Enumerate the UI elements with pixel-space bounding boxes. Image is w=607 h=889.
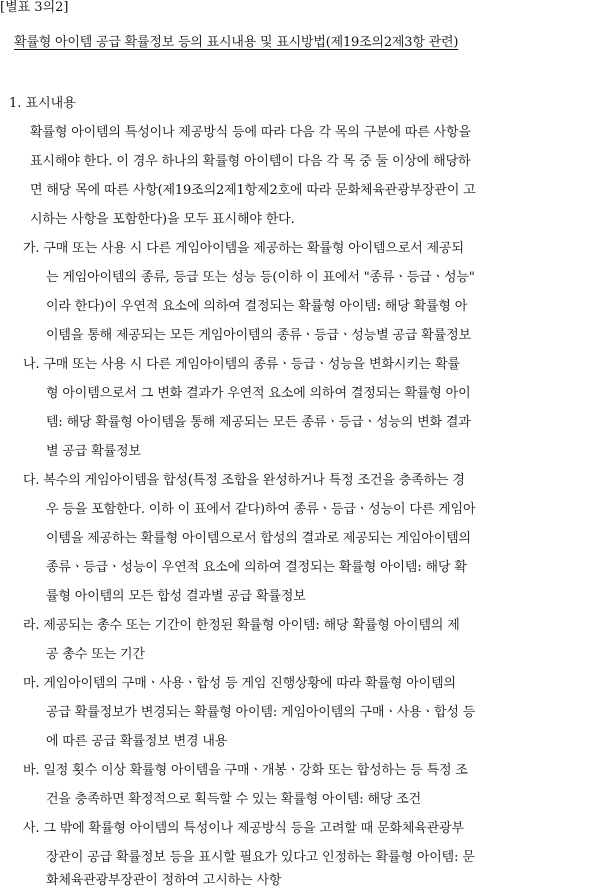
item-ga-line: 이템을 통해 제공되는 모든 게임아이템의 종류ㆍ등급ㆍ성능별 공급 확률정보	[46, 328, 471, 343]
item-na-line: 형 아이템으로서 그 변화 결과가 우연적 요소에 의하여 결정되는 확률형 아이	[46, 386, 471, 401]
intro-line: 표시해야 한다. 이 경우 하나의 확률형 아이템이 다음 각 목 중 둘 이상에 해당하	[30, 154, 471, 169]
item-sa-line: 장관이 공급 확률정보 등을 표시할 필요가 있다고 인정하는 확률형 아이템: 문	[46, 850, 475, 865]
item-na-line: 템: 해당 확률형 아이템을 통해 제공되는 모든 종류ㆍ등급ㆍ성능의 변화 결과	[46, 415, 471, 430]
intro-line: 면 해당 목에 따른 사항(제19조의2제1항제2호에 따라 문화체육관광부장관이 고	[30, 183, 476, 198]
item-ba-line: 건을 충족하면 확정적으로 획득할 수 있는 확률형 아이템: 해당 조건	[46, 792, 422, 807]
intro-line: 확률형 아이템의 특성이나 제공방식 등에 따라 다음 각 목의 구분에 따른 사항을	[30, 125, 471, 140]
item-ga-line: 는 게임아이템의 종류, 등급 또는 성능 등(이하 이 표에서 "종류ㆍ등급ㆍ성능"	[46, 270, 475, 285]
item-sa-line: 사. 그 밖에 확률형 아이템의 특성이나 제공방식 등을 고려할 때 문화체육관광부	[23, 821, 464, 836]
section-heading: 1. 표시내용	[9, 96, 76, 111]
intro-line: 시하는 사항을 포함한다)을 모두 표시해야 한다.	[30, 212, 295, 227]
item-ba-line: 바. 일정 횟수 이상 확률형 아이템을 구매ㆍ개봉ㆍ강화 또는 합성하는 등 특정 조	[23, 763, 468, 778]
item-ma-line: 에 따른 공급 확률정보 변경 내용	[46, 734, 228, 749]
item-da-line: 다. 복수의 게임아이템을 합성(특정 조합을 완성하거나 특정 조건을 충족하는 경	[23, 473, 465, 488]
item-na-line: 나. 구매 또는 사용 시 다른 게임아이템의 종류ㆍ등급ㆍ성능을 변화시키는 확률	[23, 357, 460, 372]
item-ga-line: 이라 한다)이 우연적 요소에 의하여 결정되는 확률형 아이템: 해당 확률형 아	[46, 299, 468, 314]
document-title: 확률형 아이템 공급 확률정보 등의 표시내용 및 표시방법(제19조의2제3항 관련)	[14, 35, 459, 50]
item-ma-line: 마. 게임아이템의 구매ㆍ사용ㆍ합성 등 게임 진행상황에 따라 확률형 아이템의	[23, 676, 456, 691]
item-da-line: 우 등을 포함한다. 이하 이 표에서 같다)하여 종류ㆍ등급ㆍ성능이 다른 게임아	[46, 502, 476, 517]
item-na-line: 별 공급 확률정보	[46, 444, 141, 459]
item-ra-line: 라. 제공되는 총수 또는 기간이 한정된 확률형 아이템: 해당 확률형 아이템의 제	[23, 618, 460, 633]
item-ma-line: 공급 확률정보가 변경되는 확률형 아이템: 게임아이템의 구매ㆍ사용ㆍ합성 등	[46, 705, 476, 720]
item-da-line: 이템을 제공하는 확률형 아이템으로서 합성의 결과로 제공되는 게임아이템의	[46, 531, 471, 546]
item-ra-line: 공 총수 또는 기간	[46, 647, 145, 662]
item-sa-line: 화체육관광부장관이 정하여 고시하는 사항	[46, 873, 282, 888]
item-ga-line: 가. 구매 또는 사용 시 다른 게임아이템을 제공하는 확률형 아이템으로서 제공되	[23, 241, 464, 256]
annex-label: [별표 3의2]	[0, 0, 69, 15]
item-da-line: 종류ㆍ등급ㆍ성능이 우연적 요소에 의하여 결정되는 확률형 아이템: 해당 확	[46, 560, 467, 575]
item-da-line: 률형 아이템의 모든 합성 결과별 공급 확률정보	[46, 589, 306, 604]
